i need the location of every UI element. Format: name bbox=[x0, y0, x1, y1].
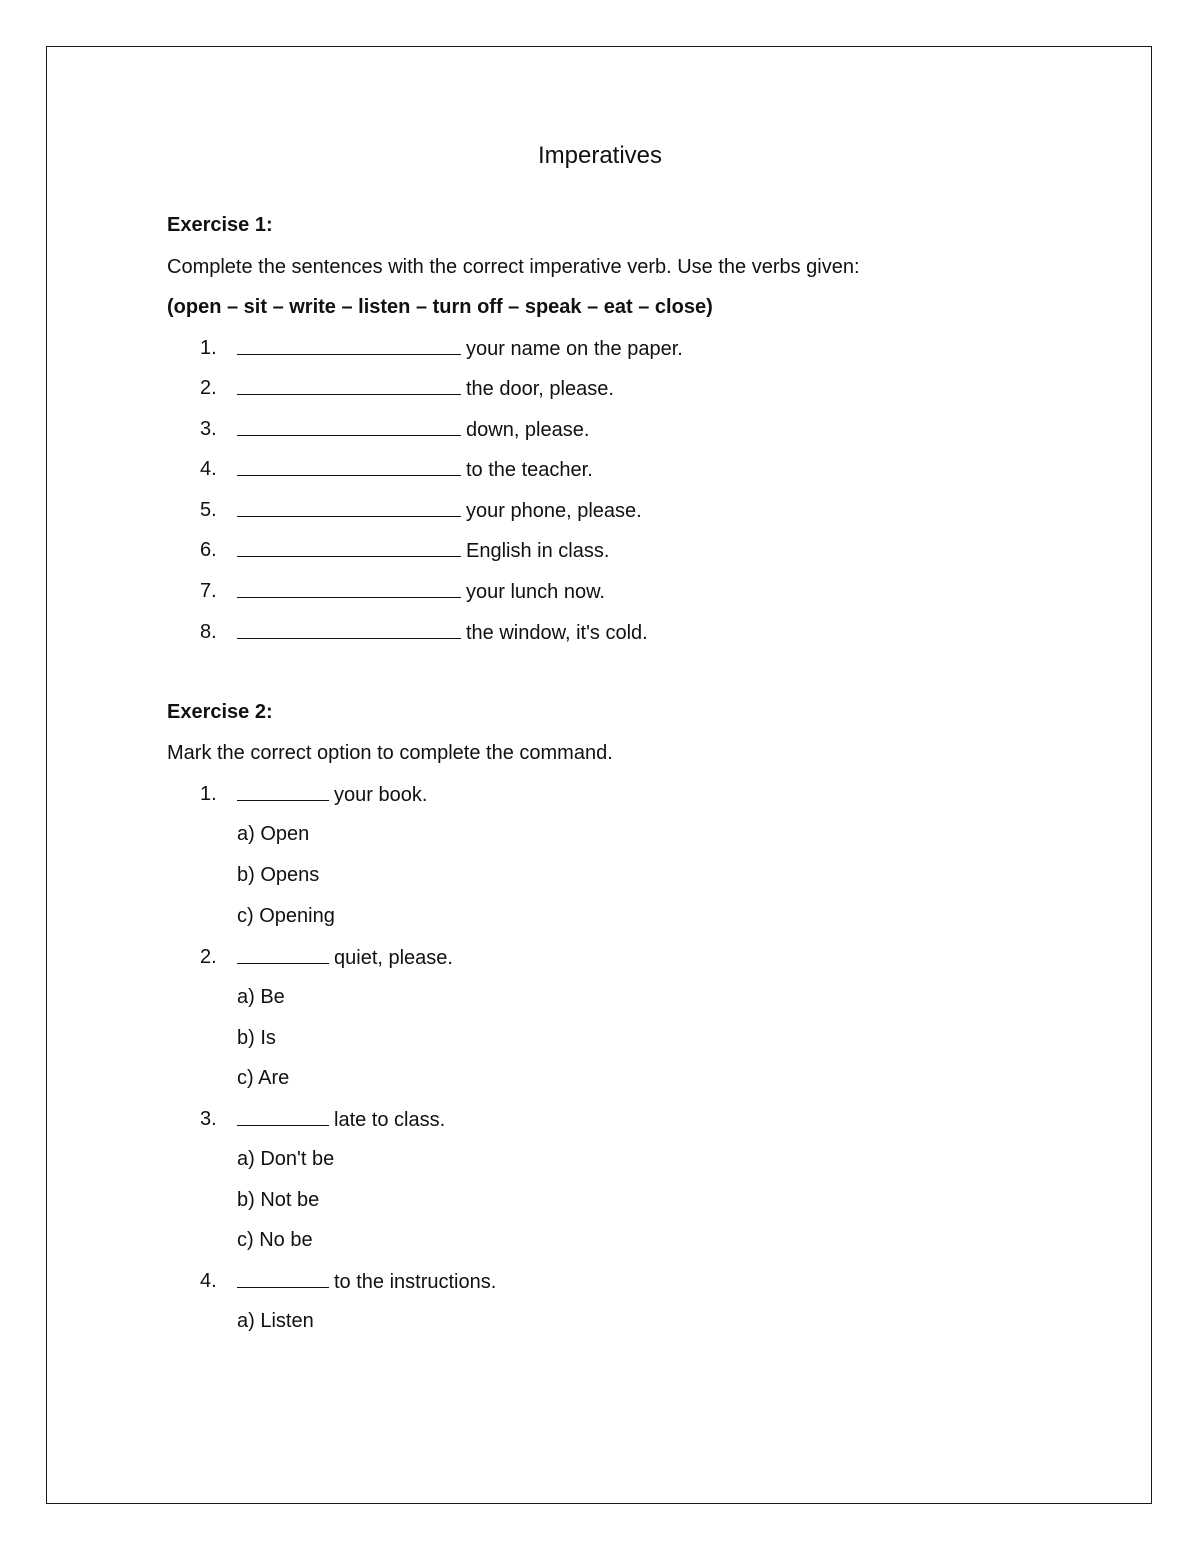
list-item-number: 4. bbox=[200, 458, 217, 480]
exercise-2-heading: Exercise 2: bbox=[167, 701, 273, 723]
answer-option[interactable]: a) Listen bbox=[237, 1310, 314, 1332]
list-item bbox=[237, 417, 589, 442]
exercise-1-instruction: Complete the sentences with the correct imperative verb. Use the verbs given: bbox=[167, 256, 860, 278]
list-item-text: your name on the paper. bbox=[466, 338, 683, 360]
page-title: Imperatives bbox=[537, 142, 663, 169]
list-item-text: your phone, please. bbox=[466, 500, 642, 522]
answer-option[interactable]: a) Be bbox=[237, 986, 285, 1008]
list-item-text: your lunch now. bbox=[466, 581, 605, 603]
question-number: 4. bbox=[200, 1270, 217, 1292]
answer-option[interactable]: c) Are bbox=[237, 1067, 290, 1089]
answer-blank[interactable] bbox=[237, 782, 329, 801]
question-number: 1. bbox=[200, 783, 217, 805]
list-item-text: English in class. bbox=[466, 540, 610, 562]
list-item-text: down, please. bbox=[466, 419, 590, 441]
list-item bbox=[237, 376, 614, 401]
answer-blank[interactable] bbox=[237, 1107, 329, 1126]
answer-blank[interactable] bbox=[237, 336, 461, 355]
answer-blank[interactable] bbox=[237, 579, 461, 598]
list-item-number: 2. bbox=[200, 377, 217, 399]
list-item-text: to the teacher. bbox=[466, 459, 593, 481]
answer-option[interactable]: b) Opens bbox=[237, 864, 320, 886]
answer-blank[interactable] bbox=[237, 498, 461, 517]
exercise-1-heading: Exercise 1: bbox=[167, 214, 273, 236]
question-item bbox=[237, 1269, 496, 1294]
list-item-number: 8. bbox=[200, 621, 217, 643]
answer-option[interactable]: c) No be bbox=[237, 1229, 313, 1251]
list-item-number: 6. bbox=[200, 539, 217, 561]
answer-blank[interactable] bbox=[237, 945, 329, 964]
answer-option[interactable]: a) Open bbox=[237, 823, 310, 845]
answer-blank[interactable] bbox=[237, 376, 461, 395]
list-item bbox=[237, 538, 609, 563]
list-item bbox=[237, 579, 605, 604]
question-item bbox=[237, 945, 453, 970]
answer-option[interactable]: a) Don't be bbox=[237, 1148, 335, 1170]
exercise-2-instruction: Mark the correct option to complete the command. bbox=[167, 742, 613, 764]
list-item bbox=[237, 498, 642, 523]
answer-blank[interactable] bbox=[237, 620, 461, 639]
question-number: 3. bbox=[200, 1108, 217, 1130]
question-text: late to class. bbox=[334, 1109, 446, 1131]
answer-option[interactable]: b) Is bbox=[237, 1027, 276, 1049]
list-item bbox=[237, 336, 683, 361]
list-item-number: 3. bbox=[200, 418, 217, 440]
answer-option[interactable]: c) Opening bbox=[237, 905, 335, 927]
question-text: to the instructions. bbox=[334, 1271, 497, 1293]
list-item bbox=[237, 457, 593, 482]
answer-blank[interactable] bbox=[237, 457, 461, 476]
question-number: 2. bbox=[200, 946, 217, 968]
list-item-number: 1. bbox=[200, 337, 217, 359]
list-item-text: the door, please. bbox=[466, 378, 614, 400]
answer-blank[interactable] bbox=[237, 417, 461, 436]
answer-blank[interactable] bbox=[237, 1269, 329, 1288]
list-item-number: 5. bbox=[200, 499, 217, 521]
question-text: your book. bbox=[334, 784, 428, 806]
question-item bbox=[237, 782, 427, 807]
question-text: quiet, please. bbox=[334, 947, 453, 969]
list-item-text: the window, it's cold. bbox=[466, 622, 648, 644]
answer-option[interactable]: b) Not be bbox=[237, 1189, 320, 1211]
list-item-number: 7. bbox=[200, 580, 217, 602]
answer-blank[interactable] bbox=[237, 538, 461, 557]
list-item bbox=[237, 620, 648, 645]
question-item bbox=[237, 1107, 445, 1132]
exercise-1-verb-list: (open – sit – write – listen – turn off – speak – eat – close) bbox=[167, 296, 713, 318]
